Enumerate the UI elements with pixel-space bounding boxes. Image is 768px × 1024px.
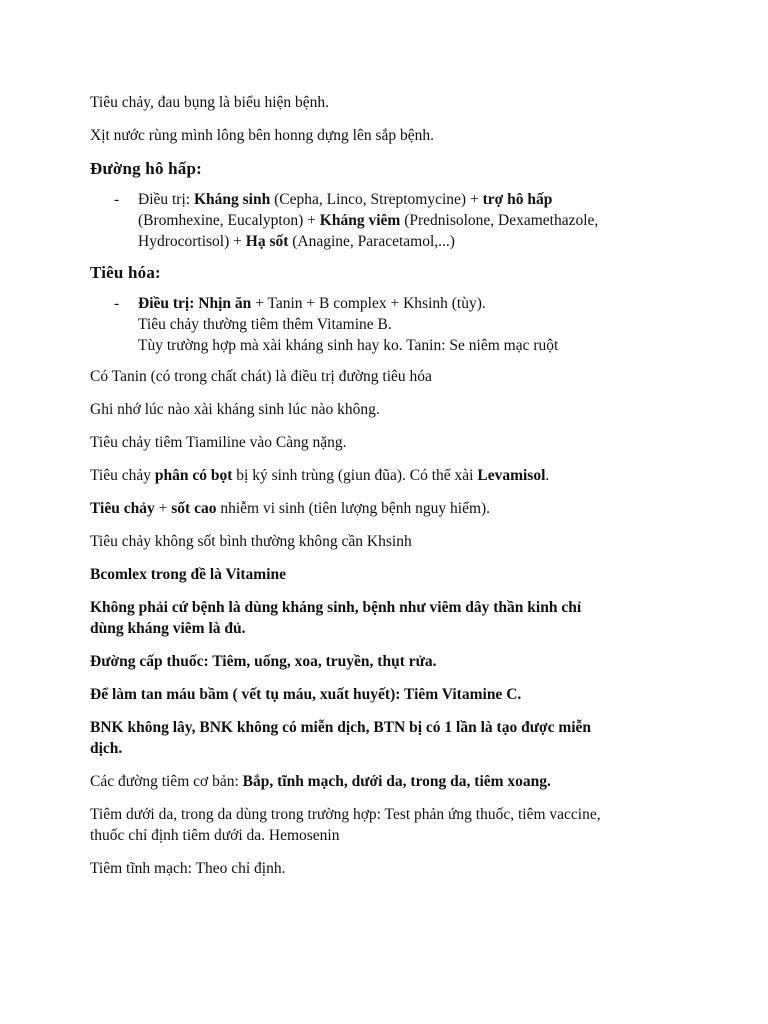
paragraph: [90, 498, 690, 519]
text-bold: Hạ sốt: [245, 233, 289, 250]
text: thuốc chỉ định tiêm dưới da. Hemosenin: [90, 827, 340, 844]
text-bold: sốt cao: [171, 500, 217, 517]
paragraph: [90, 465, 690, 486]
text-bold: BNK không lây, BNK không có miễn dịch, BTN bị có 1 lần là tạo được miễn: [90, 719, 592, 736]
list-item-line: Tiêu chảy thường tiêm thêm Vitamine B.: [138, 316, 392, 333]
paragraph-bold: [90, 684, 690, 705]
list-item: [114, 189, 690, 252]
paragraph: Ghi nhớ lúc nào xài kháng sinh lúc nào không.: [90, 401, 380, 418]
text: Điều trị:: [138, 191, 194, 208]
list-item-line: [138, 189, 690, 210]
text-bold: Levamisol: [477, 467, 546, 484]
text-bold: Kháng sinh: [193, 191, 271, 208]
paragraph-bold: [90, 597, 690, 639]
list-item-line: [138, 293, 690, 314]
list-item: [114, 293, 690, 356]
list-item-line: Tùy trường hợp mà xài kháng sinh hay ko. Tanin: Se niêm mạc ruột: [138, 337, 559, 354]
text: + Tanin + B complex + Khsinh (tùy).: [251, 295, 486, 312]
text: Tiêu chảy: [90, 467, 155, 484]
text: Các đường tiêm cơ bản:: [90, 773, 243, 790]
list-item-line: [138, 231, 690, 252]
paragraph: Xịt nước rùng mình lông bên honng dựng lên sắp bệnh.: [90, 127, 434, 144]
text: Tiêm dưới da, trong da dùng trong trường hợp: Test phản ứng thuốc, tiêm vaccine,: [90, 806, 601, 823]
paragraph: [90, 804, 690, 846]
text-bold: Bắp, tĩnh mạch, dưới da, trong da, tiêm xoang.: [242, 773, 551, 790]
paragraph: Tiêu chảy tiêm Tiamiline vào Càng nặng.: [90, 434, 347, 451]
paragraph: Tiêm tĩnh mạch: Theo chỉ định.: [90, 860, 286, 877]
text: nhiễm vi sinh (tiên lượng bệnh nguy hiểm).: [216, 500, 491, 517]
list-item-body: [138, 189, 690, 252]
document-body: [90, 92, 690, 891]
text-bold: dùng kháng viêm là đủ.: [90, 620, 246, 637]
paragraph: [90, 771, 690, 792]
list-item-line: [138, 210, 690, 231]
paragraph: Có Tanin (có trong chất chát) là điều trị đường tiêu hóa: [90, 368, 432, 385]
list-item-body: [138, 293, 690, 356]
text-bold: Tiêu chảy: [90, 500, 155, 517]
text-bold: Để làm tan máu bầm ( vết tụ máu, xuất huyết): Tiêm Vitamine C.: [90, 686, 522, 703]
paragraph-bold: [90, 717, 690, 759]
text: .: [545, 467, 550, 484]
text: +: [154, 500, 172, 517]
text: (Prednisolone, Dexamethazole,: [400, 212, 599, 229]
section-heading-respiratory: Đường hô hấp:: [90, 159, 202, 178]
paragraph: Tiêu chảy, đau bụng là biểu hiện bệnh.: [90, 94, 330, 111]
text-bold: Bcomlex trong đề là Vitamine: [90, 566, 287, 583]
text-bold: trợ hô hấp: [482, 191, 553, 208]
paragraph-bold: [90, 651, 690, 672]
text-bold: dịch.: [90, 740, 123, 757]
text: Hydrocortisol) +: [138, 233, 246, 250]
section-heading-digestive: Tiêu hóa:: [90, 263, 161, 282]
bullet-dash: -: [114, 191, 120, 208]
text: (Bromhexine, Eucalypton) +: [138, 212, 320, 229]
paragraph: Tiêu chảy không sốt bình thường không cần Khsinh: [90, 533, 412, 550]
text: (Cepha, Linco, Streptomycine) +: [270, 191, 483, 208]
text-bold: Đường cấp thuốc: Tiêm, uống, xoa, truyền, thụt rửa.: [90, 653, 437, 670]
text: bị ký sinh trùng (giun đũa). Có thể xài: [232, 467, 478, 484]
text-bold: Kháng viêm: [319, 212, 401, 229]
text: (Anagine, Paracetamol,...): [288, 233, 455, 250]
text-bold: phân có bọt: [154, 467, 233, 484]
paragraph-bold: [90, 564, 690, 585]
text-bold: Điều trị: Nhịn ăn: [138, 295, 252, 312]
text-bold: Không phải cứ bệnh là dùng kháng sinh, bệnh như viêm dây thần kinh chỉ: [90, 599, 582, 616]
bullet-dash: -: [114, 295, 120, 312]
